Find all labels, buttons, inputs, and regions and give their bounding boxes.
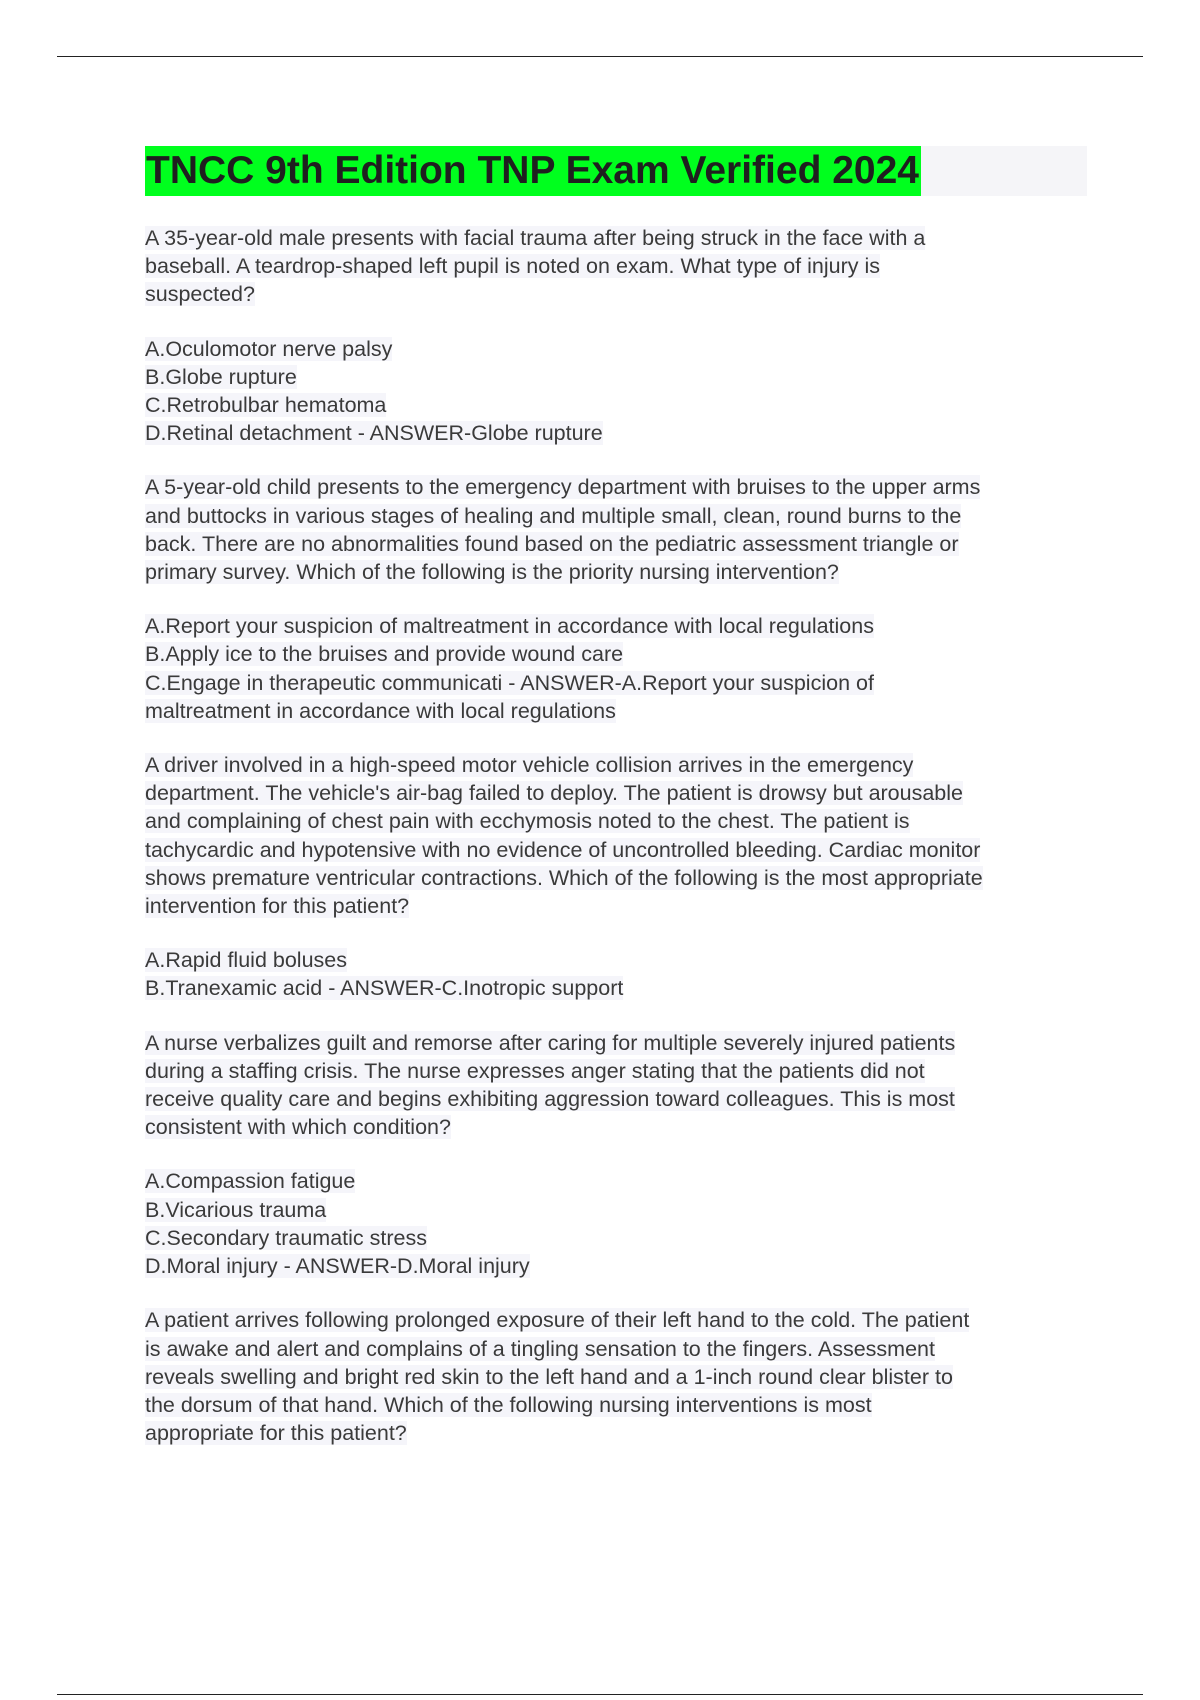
text-line xyxy=(145,224,1095,252)
text-line xyxy=(145,1252,1095,1280)
text-line-content: A 35-year-old male presents with facial trauma after being struck in the face with a xyxy=(145,226,926,250)
text-line-content: B.Tranexamic acid - ANSWER-C.Inotropic support xyxy=(145,976,624,1001)
bottom-rule xyxy=(57,1694,1143,1695)
question-paragraph xyxy=(145,1029,1095,1142)
text-line-content: is awake and alert and complains of a tingling sensation to the fingers. Assessment xyxy=(145,1336,935,1361)
text-line-content: tachycardic and hypotensive with no evidence of uncontrolled bleeding. Cardiac monitor xyxy=(145,837,981,862)
text-line xyxy=(145,1029,1095,1057)
text-line xyxy=(145,473,1095,501)
text-line xyxy=(145,892,1095,920)
text-line xyxy=(145,419,1095,447)
text-line xyxy=(145,974,1095,1002)
text-line xyxy=(145,612,1095,640)
text-line-content: C.Retrobulbar hematoma xyxy=(145,393,387,418)
text-line-content: baseball. A teardrop-shaped left pupil is noted on exam. What type of injury is xyxy=(145,254,881,279)
text-line-content: A.Oculomotor nerve palsy xyxy=(145,336,393,361)
document-body xyxy=(145,224,1095,1473)
text-line xyxy=(145,1224,1095,1252)
text-line xyxy=(145,530,1095,558)
document-title: TNCC 9th Edition TNP Exam Verified 2024 xyxy=(145,146,921,196)
text-line xyxy=(145,558,1095,586)
text-line xyxy=(145,864,1095,892)
text-line xyxy=(145,252,1095,280)
top-rule xyxy=(57,56,1143,57)
text-line xyxy=(145,1363,1095,1391)
text-line-content: D.Moral injury - ANSWER-D.Moral injury xyxy=(145,1254,530,1279)
text-line xyxy=(145,363,1095,391)
text-line xyxy=(145,1085,1095,1113)
text-line xyxy=(145,640,1095,668)
text-line-content: intervention for this patient? xyxy=(145,894,410,919)
text-line-content: A nurse verbalizes guilt and remorse after caring for multiple severely injured patients xyxy=(145,1030,956,1055)
text-line-content: A 5-year-old child presents to the emergency department with bruises to the upper arms xyxy=(145,475,981,500)
text-line xyxy=(145,1391,1095,1419)
text-line-content: and complaining of chest pain with ecchymosis noted to the chest. The patient is xyxy=(145,809,910,834)
text-line-content: primary survey. Which of the following is the priority nursing intervention? xyxy=(145,560,839,585)
text-line-content: D.Retinal detachment - ANSWER-Globe rupture xyxy=(145,421,603,446)
text-line-content: B.Apply ice to the bruises and provide wound care xyxy=(145,642,624,667)
question-paragraph xyxy=(145,751,1095,920)
answer-options xyxy=(145,1167,1095,1280)
text-line xyxy=(145,1196,1095,1224)
answer-options xyxy=(145,612,1095,725)
text-line xyxy=(145,1113,1095,1141)
answer-options xyxy=(145,946,1095,1002)
text-line-content: suspected? xyxy=(145,282,255,307)
text-line-content: and buttocks in various stages of healing and multiple small, clean, round burns to the xyxy=(145,503,962,528)
text-line-content: B.Globe rupture xyxy=(145,364,297,389)
text-line xyxy=(145,697,1095,725)
text-line xyxy=(145,502,1095,530)
text-line-content: receive quality care and begins exhibiting aggression toward colleagues. This is most xyxy=(145,1087,955,1112)
answer-options xyxy=(145,335,1095,448)
text-line xyxy=(145,335,1095,363)
text-line xyxy=(145,1057,1095,1085)
text-line xyxy=(145,1306,1095,1334)
question-paragraph xyxy=(145,473,1095,586)
text-line-content: B.Vicarious trauma xyxy=(145,1197,327,1222)
text-line-content: A.Report your suspicion of maltreatment in accordance with local regulations xyxy=(145,614,874,639)
title-container xyxy=(145,146,1087,196)
text-line xyxy=(145,1335,1095,1363)
text-line-content: A driver involved in a high-speed motor vehicle collision arrives in the emergency xyxy=(145,753,914,778)
question-paragraph xyxy=(145,224,1095,309)
text-line-content: shows premature ventricular contractions. Which of the following is the most appropriate xyxy=(145,865,983,890)
text-line-content: consistent with which condition? xyxy=(145,1115,451,1140)
text-line xyxy=(145,391,1095,419)
text-line xyxy=(145,779,1095,807)
text-line-content: C.Secondary traumatic stress xyxy=(145,1225,427,1250)
text-line xyxy=(145,836,1095,864)
text-line xyxy=(145,946,1095,974)
text-line-content: the dorsum of that hand. Which of the following nursing interventions is most xyxy=(145,1392,872,1417)
text-line-content: appropriate for this patient? xyxy=(145,1421,407,1446)
text-line-content: C.Engage in therapeutic communicati - ANSWER-A.Report your suspicion of xyxy=(145,670,874,695)
text-line xyxy=(145,669,1095,697)
text-line-content: department. The vehicle's air-bag failed to deploy. The patient is drowsy but arousable xyxy=(145,781,963,806)
text-line-content: during a staffing crisis. The nurse expresses anger stating that the patients did not xyxy=(145,1058,925,1083)
text-line-content: A.Compassion fatigue xyxy=(145,1169,356,1194)
text-line-content: A patient arrives following prolonged exposure of their left hand to the cold. The patient xyxy=(145,1308,970,1333)
text-line xyxy=(145,751,1095,779)
text-line-content: back. There are no abnormalities found based on the pediatric assessment triangle or xyxy=(145,531,959,556)
text-line xyxy=(145,807,1095,835)
question-paragraph xyxy=(145,1306,1095,1447)
text-line-content: A.Rapid fluid boluses xyxy=(145,948,347,973)
text-line xyxy=(145,280,1095,308)
text-line xyxy=(145,1167,1095,1195)
text-line-content: maltreatment in accordance with local regulations xyxy=(145,698,616,723)
text-line xyxy=(145,1419,1095,1447)
text-line-content: reveals swelling and bright red skin to the left hand and a 1-inch round clear blister to xyxy=(145,1364,953,1389)
